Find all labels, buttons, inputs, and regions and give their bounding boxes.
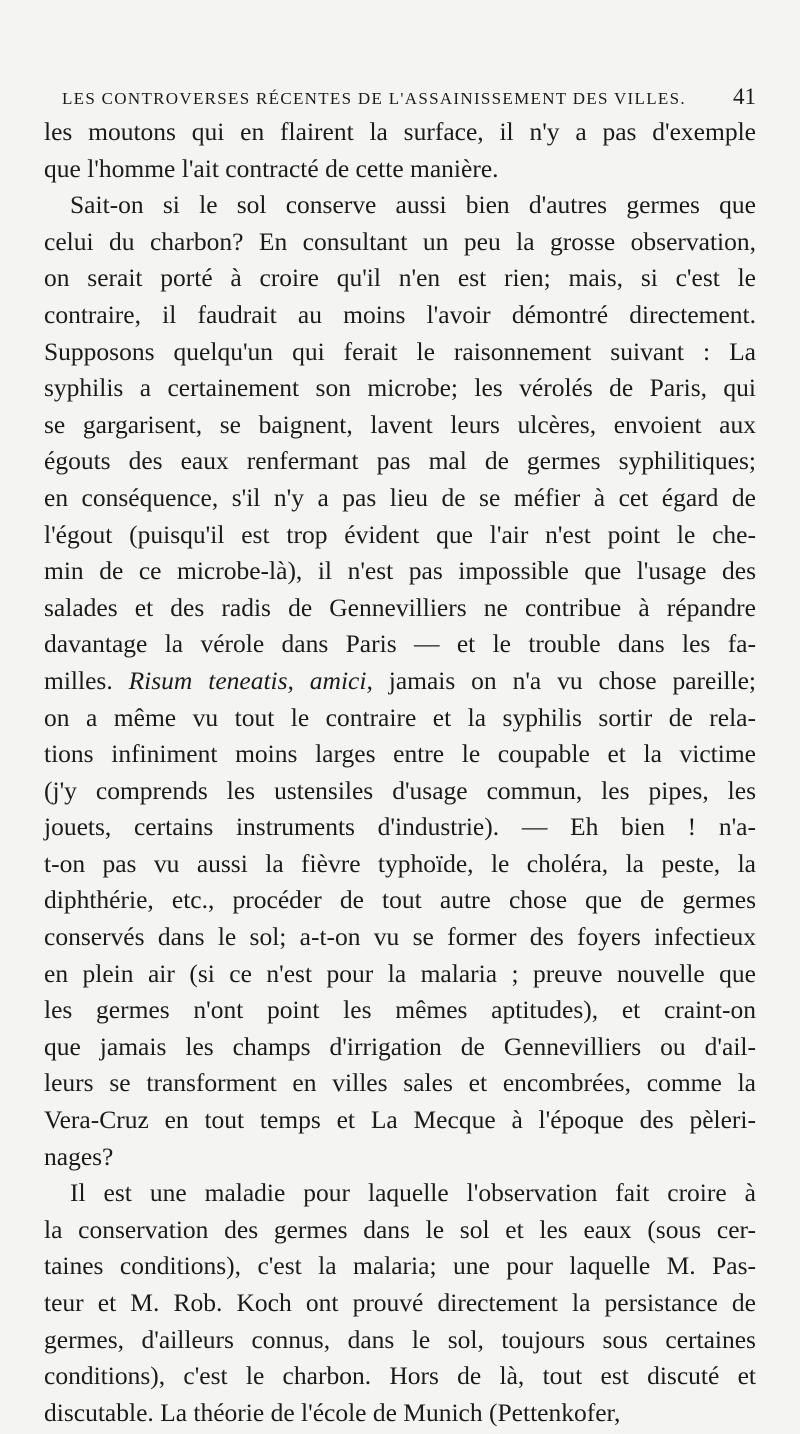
text-line: t-on pas vu aussi la fièvre typhoïde, le choléra, la peste, la <box>44 848 756 878</box>
text-line: min de ce microbe-là), il n'est pas impossible que l'usage des <box>44 556 756 586</box>
text-line: taines conditions), c'est la malaria; une pour laquelle M. Pas- <box>44 1251 756 1281</box>
paragraph <box>44 1175 756 1431</box>
text-line: en conséquence, s'il n'y a pas lieu de se méfier à cet égard de <box>44 482 756 512</box>
text-line: la conservation des germes dans le sol et les eaux (sous cer- <box>44 1214 756 1244</box>
text-line: discutable. La théorie de l'école de Munich (Pettenkofer, <box>44 1397 621 1427</box>
text-line: leurs se transforment en villes sales et encombrées, comme la <box>44 1068 756 1098</box>
text-line: Vera-Cruz en tout temps et La Mecque à l'époque des pèleri- <box>44 1105 756 1135</box>
text-line: nages? <box>44 1141 114 1171</box>
text-line: égouts des eaux renfermant pas mal de germes syphilitiques; <box>44 446 756 476</box>
text-line: Sait-on si le sol conserve aussi bien d'autres germes que <box>70 190 756 220</box>
text-line: que l'homme l'ait contracté de cette manière. <box>44 153 499 183</box>
text-line: teur et M. Rob. Koch ont prouvé directement la persistance de <box>44 1288 756 1317</box>
text-line: en plein air (si ce n'est pour la malaria ; preuve nouvelle que <box>44 958 756 988</box>
text-line: germes, d'ailleurs connus, dans le sol, toujours sous certaines <box>44 1324 756 1354</box>
text-line: Il est une maladie pour laquelle l'observation fait croire à <box>70 1178 756 1208</box>
text-line: davantage la vérole dans Paris — et le trouble dans les fa- <box>44 629 756 659</box>
text-line: contraire, il faudrait au moins l'avoir démontré directement. <box>44 299 756 329</box>
text-line: on a même vu tout le contraire et la syphilis sortir de rela- <box>44 702 756 732</box>
running-title: LES CONTROVERSES RÉCENTES DE L'ASSAINISSEMENT DES VILLES. <box>62 89 686 108</box>
text-line: se gargarisent, se baignent, lavent leurs ulcères, envoient aux <box>44 409 756 439</box>
page-number: 41 <box>733 84 756 109</box>
text-line: l'égout (puisqu'il est trop évident que l'air n'est point le che- <box>44 519 756 549</box>
text-line: conditions), c'est le charbon. Hors de là, tout est discuté et <box>44 1361 756 1391</box>
text-line: celui du charbon? En consultant un peu la grosse observation, <box>44 226 756 256</box>
text-line: syphilis a certainement son microbe; les vérolés de Paris, qui <box>44 373 756 403</box>
text-line: jouets, certains instruments d'industrie). — Eh bien ! n'a- <box>44 812 756 842</box>
text-line: salades et des radis de Gennevilliers ne contribue à répandre <box>44 592 756 622</box>
text-line: Supposons quelqu'un qui ferait le raisonnement suivant : La <box>44 336 756 366</box>
text-line: les germes n'ont point les mêmes aptitudes), et craint-on <box>44 995 756 1025</box>
paragraph <box>44 187 756 1175</box>
running-head <box>44 0 756 114</box>
paragraph <box>44 114 756 187</box>
body-text <box>44 114 756 1431</box>
text-line: milles. Risum teneatis, amici, jamais on n'a vu chose pareille; <box>44 665 756 695</box>
text-line: conservés dans le sol; a-t-on vu se former des foyers infectieux <box>44 922 756 952</box>
text-line: tions infiniment moins larges entre le coupable et la victime <box>44 739 756 769</box>
text-line: on serait porté à croire qu'il n'en est rien; mais, si c'est le <box>44 263 756 293</box>
text-line: les moutons qui en flairent la surface, il n'y a pas d'exemple <box>44 117 756 146</box>
text-line: que jamais les champs d'irrigation de Gennevilliers ou d'ail- <box>44 1031 756 1061</box>
text-line: diphthérie, etc., procéder de tout autre chose que de germes <box>44 885 756 915</box>
latin-quote: Risum teneatis, amici, <box>128 665 373 695</box>
text-line: (j'y comprends les ustensiles d'usage commun, les pipes, les <box>44 775 756 805</box>
